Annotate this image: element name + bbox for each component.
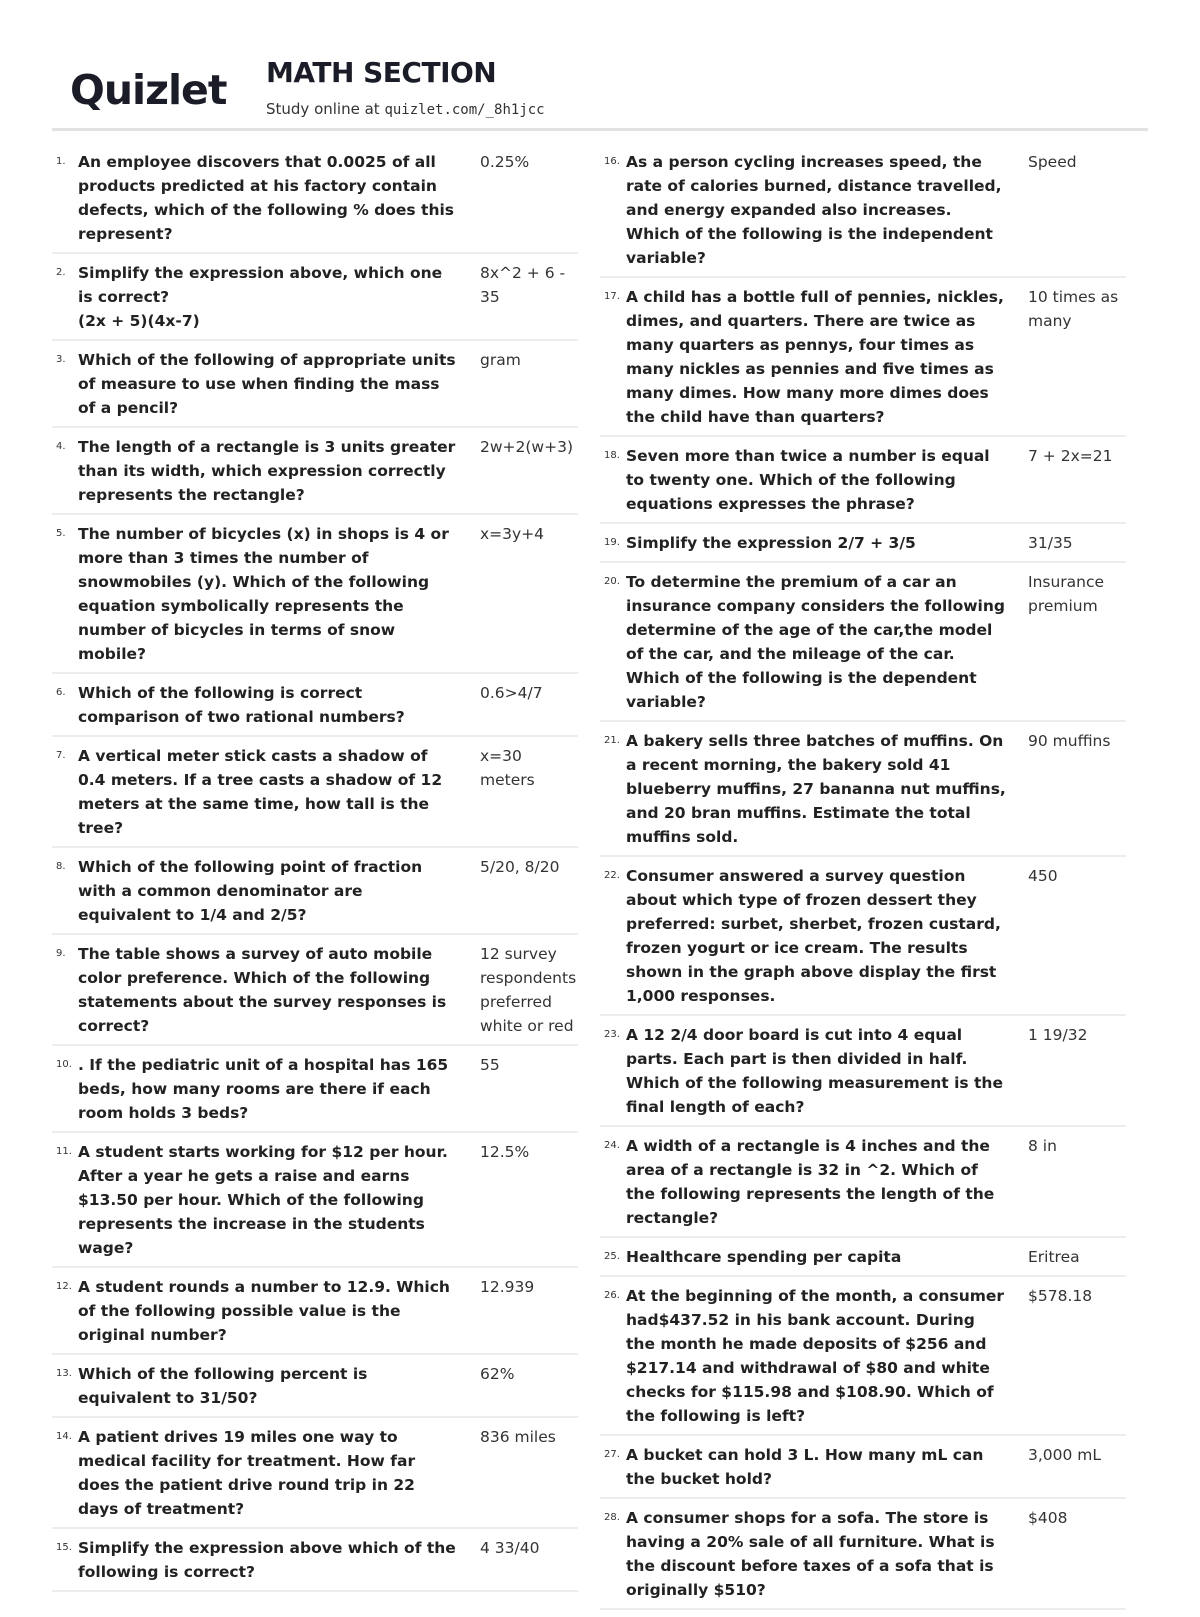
question-number: 23.	[604, 1029, 620, 1040]
answer-text: gram	[480, 351, 521, 369]
question-item	[52, 942, 578, 1046]
question-text: To determine the premium of a car an insurance company considers the following determine of the age of the car,the model of the car, and the mileage of the car. Which of the following is the dependent variable?	[626, 573, 1005, 711]
question-text: Healthcare spending per capita	[626, 1248, 902, 1266]
header-divider	[52, 128, 1148, 131]
answer-text: 836 miles	[480, 1428, 556, 1446]
question-number: 25.	[604, 1251, 620, 1262]
question-number: 3.	[56, 354, 66, 365]
question-number: 14.	[56, 1431, 72, 1442]
study-online-line	[266, 100, 545, 118]
answer-text: 31/35	[1028, 534, 1073, 552]
question-text: A student rounds a number to 12.9. Which of the following possible value is the original number?	[78, 1278, 450, 1344]
question-text: Seven more than twice a number is equal to twenty one. Which of the following equations expresses the phrase?	[626, 447, 990, 513]
study-online-label: Study online at	[266, 100, 385, 118]
question-item	[600, 729, 1126, 857]
question-item	[52, 681, 578, 737]
question-item	[52, 1536, 578, 1592]
question-number: 12.	[56, 1281, 72, 1292]
question-number: 15.	[56, 1542, 72, 1553]
right-column	[600, 150, 1126, 1617]
answer-text: 2w+2(w+3)	[480, 438, 574, 456]
question-item	[52, 150, 578, 254]
question-number: 27.	[604, 1449, 620, 1460]
answer-text: $578.18	[1028, 1287, 1093, 1305]
question-text: Which of the following of appropriate units of measure to use when finding the mass of a pencil?	[78, 351, 456, 417]
question-item	[52, 855, 578, 935]
question-number: 1.	[56, 156, 66, 167]
question-item	[52, 522, 578, 674]
question-number: 21.	[604, 735, 620, 746]
question-item	[600, 285, 1126, 437]
question-item	[600, 864, 1126, 1016]
answer-text: 4 33/40	[480, 1539, 540, 1557]
question-text: A consumer shops for a sofa. The store is having a 20% sale of all furniture. What is the discount before taxes of a sofa that is originally $510?	[626, 1509, 995, 1599]
answer-text: 7 + 2x=21	[1028, 447, 1113, 465]
question-number: 2.	[56, 267, 66, 278]
answer-text: x=3y+4	[480, 525, 545, 543]
answer-text: $408	[1028, 1509, 1068, 1527]
question-number: 16.	[604, 156, 620, 167]
question-text: At the beginning of the month, a consumer had$437.52 in his bank account. During the month he made deposits of $256 and $217.14 and withdrawal of $80 and white checks for $115.98 and $108.90. Which of the following is left?	[626, 1287, 1005, 1425]
question-number: 7.	[56, 750, 66, 761]
question-number: 4.	[56, 441, 66, 452]
question-text: Simplify the expression above, which one is correct? (2x + 5)(4x-7)	[78, 264, 443, 330]
question-text: A vertical meter stick casts a shadow of 0.4 meters. If a tree casts a shadow of 12 meters at the same time, how tall is the tree?	[78, 747, 443, 837]
question-text: A 12 2/4 door board is cut into 4 equal parts. Each part is then divided in half. Which of the following measurement is the final length of each?	[626, 1026, 1003, 1116]
answer-text: 55	[480, 1056, 500, 1074]
question-item	[600, 570, 1126, 722]
quizlet-logo: Quizlet	[70, 66, 227, 114]
question-number: 8.	[56, 861, 66, 872]
question-text: A patient drives 19 miles one way to medical facility for treatment. How far does the patient drive round trip in 22 days of treatment?	[78, 1428, 416, 1518]
question-item	[600, 1134, 1126, 1238]
answer-text: 0.25%	[480, 153, 530, 171]
question-number: 26.	[604, 1290, 620, 1301]
answer-text: 90 muffins	[1028, 732, 1111, 750]
question-text: The number of bicycles (x) in shops is 4 or more than 3 times the number of snowmobiles (y). Which of the following equation symbolically represents the number of bicycles in terms of snow mobile?	[78, 525, 449, 663]
page-header	[70, 56, 1150, 126]
answer-text: 1 19/32	[1028, 1026, 1088, 1044]
answer-text: 62%	[480, 1365, 515, 1383]
question-item	[600, 444, 1126, 524]
left-column	[52, 150, 578, 1599]
question-item	[600, 1506, 1126, 1610]
question-text: A bakery sells three batches of muffins. On a recent morning, the bakery sold 41 blueberry muffins, 27 bananna nut muffins, and 20 bran muffins. Estimate the total muffins sold.	[626, 732, 1006, 846]
question-number: 6.	[56, 687, 66, 698]
question-item	[52, 1425, 578, 1529]
question-number: 22.	[604, 870, 620, 881]
question-text: Simplify the expression above which of the following is correct?	[78, 1539, 456, 1581]
question-item	[600, 531, 1126, 563]
question-number: 20.	[604, 576, 620, 587]
question-item	[52, 1140, 578, 1268]
question-number: 5.	[56, 528, 66, 539]
question-text: Which of the following point of fraction with a common denominator are equivalent to 1/4 and 2/5?	[78, 858, 423, 924]
question-item	[52, 261, 578, 341]
question-text: Which of the following is correct comparison of two rational numbers?	[78, 684, 405, 726]
question-text: A child has a bottle full of pennies, nickles, dimes, and quarters. There are twice as many quarters as pennys, four times as many nickles as pennies and five times as many dimes. How many more dimes does the child have than quarters?	[626, 288, 1004, 426]
question-text: A student starts working for $12 per hour. After a year he gets a raise and earns $13.50 per hour. Which of the following represents the increase in the students wage?	[78, 1143, 448, 1257]
answer-text: 8 in	[1028, 1137, 1057, 1155]
question-item	[600, 1245, 1126, 1277]
answer-text: 3,000 mL	[1028, 1446, 1102, 1464]
question-text: . If the pediatric unit of a hospital has 165 beds, how many rooms are there if each room holds 3 beds?	[78, 1056, 449, 1122]
question-item	[600, 1284, 1126, 1436]
question-text: The length of a rectangle is 3 units greater than its width, which expression correctly represents the rectangle?	[78, 438, 456, 504]
question-item	[600, 1023, 1126, 1127]
answer-text: 12.939	[480, 1278, 535, 1296]
question-item	[52, 1362, 578, 1418]
question-item	[52, 348, 578, 428]
question-item	[600, 1443, 1126, 1499]
question-text: Consumer answered a survey question about which type of frozen dessert they preferred: surbet, sherbet, frozen custard, frozen yogurt or ice cream. The results shown in the graph above display the first 1,000 responses.	[626, 867, 1001, 1005]
question-item	[52, 1053, 578, 1133]
question-number: 18.	[604, 450, 620, 461]
question-item	[52, 1275, 578, 1355]
question-text: The table shows a survey of auto mobile color preference. Which of the following statements about the survey responses is correct?	[78, 945, 447, 1035]
question-number: 10.	[56, 1059, 72, 1070]
question-item	[52, 744, 578, 848]
answer-text: 12 survey respondents preferred white or red	[480, 945, 577, 1035]
answer-text: Eritrea	[1028, 1248, 1080, 1266]
question-item	[600, 150, 1126, 278]
question-number: 17.	[604, 291, 620, 302]
question-text: An employee discovers that 0.0025 of all products predicted at his factory contain defects, which of the following % does this represent?	[78, 153, 455, 243]
question-text: Simplify the expression 2/7 + 3/5	[626, 534, 916, 552]
answer-text: 12.5%	[480, 1143, 530, 1161]
question-number: 11.	[56, 1146, 72, 1157]
study-url[interactable]: quizlet.com/_8h1jcc	[384, 102, 545, 118]
question-item	[52, 435, 578, 515]
question-text: A bucket can hold 3 L. How many mL can the bucket hold?	[626, 1446, 984, 1488]
answer-text: Speed	[1028, 153, 1077, 171]
question-text: As a person cycling increases speed, the rate of calories burned, distance travelled, and energy expanded also increases. Which of the following is the independent variable?	[626, 153, 1002, 267]
answer-text: 450	[1028, 867, 1058, 885]
question-text: A width of a rectangle is 4 inches and the area of a rectangle is 32 in ^2. Which of the following represents the length of the rectangle?	[626, 1137, 995, 1227]
answer-text: 5/20, 8/20	[480, 858, 560, 876]
answer-text: 10 times as many	[1028, 288, 1119, 330]
question-number: 19.	[604, 537, 620, 548]
answer-text: x=30 meters	[480, 747, 535, 789]
answer-text: 0.6>4/7	[480, 684, 543, 702]
question-number: 13.	[56, 1368, 72, 1379]
answer-text: 8x^2 + 6 - 35	[480, 264, 566, 306]
question-number: 24.	[604, 1140, 620, 1151]
question-number: 9.	[56, 948, 66, 959]
question-text: Which of the following percent is equivalent to 31/50?	[78, 1365, 368, 1407]
question-number: 28.	[604, 1512, 620, 1523]
page-title: MATH SECTION	[266, 56, 497, 89]
answer-text: Insurance premium	[1028, 573, 1105, 615]
